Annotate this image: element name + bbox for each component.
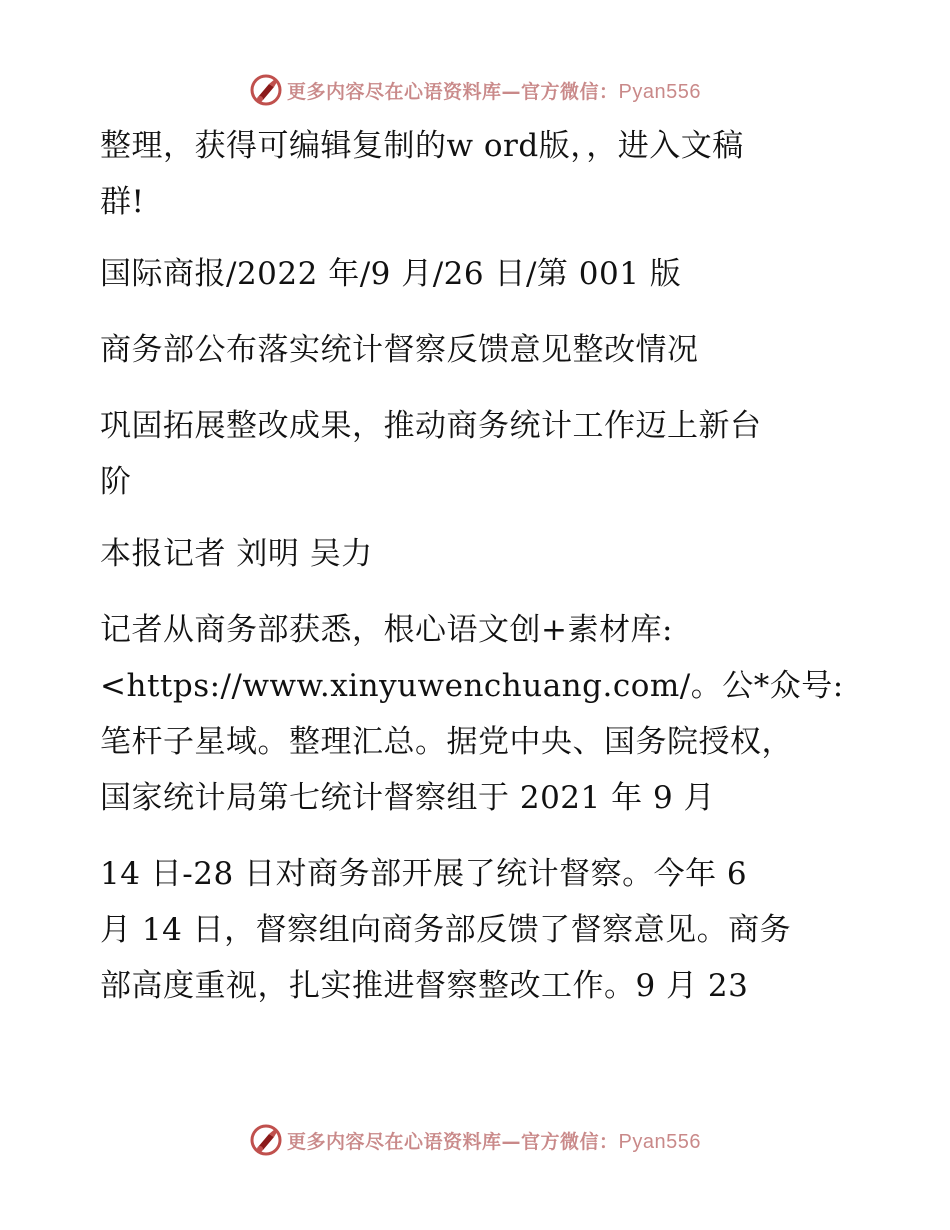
paragraph2-line-1: 14 日-28 日对商务部开展了统计督察。今年 6: [100, 856, 748, 892]
paragraph2-line-3: 部高度重视，扎实推进督察整改工作。9 月 23: [100, 968, 749, 1004]
paragraph1-line-2: <https://www.xinyuwenchuang.com/。公*众号:: [100, 668, 844, 704]
footer-banner: [0, 1120, 950, 1160]
paragraph1-line-3: 笔杆子星域。整理汇总。据党中央、国务院授权，: [100, 724, 793, 760]
paragraph1-line-1: 记者从商务部获悉，根心语文创+素材库:: [100, 612, 673, 648]
headline: 商务部公布落实统计督察反馈意见整改情况: [100, 332, 699, 368]
paragraph1-line-4: 国家统计局第七统计督察组于 2021 年 9 月: [100, 780, 716, 816]
subheadline-line-1: 巩固拓展整改成果，推动商务统计工作迈上新台: [100, 408, 762, 444]
header-banner-text: 更多内容尽在心语资料库—官方微信：Pyan556: [287, 80, 701, 103]
intro-line-1: 整理，获得可编辑复制的w ord版，，进入文稿: [100, 128, 744, 164]
intro-line-2: 群!: [100, 184, 145, 220]
source-line: 国际商报/2022 年/9 月/26 日/第 001 版: [100, 256, 682, 292]
subheadline-line-2: 阶: [100, 464, 132, 500]
document-body: [100, 118, 860, 1014]
byline: 本报记者 刘明 吴力: [100, 536, 373, 572]
footer-banner-text: 更多内容尽在心语资料库—官方微信：Pyan556: [287, 1130, 701, 1153]
paragraph2-line-2: 月 14 日，督察组向商务部反馈了督察意见。商务: [100, 912, 792, 948]
brush-logo-icon: [249, 1123, 283, 1157]
brush-logo-icon: [249, 73, 283, 107]
header-banner: [0, 70, 950, 110]
